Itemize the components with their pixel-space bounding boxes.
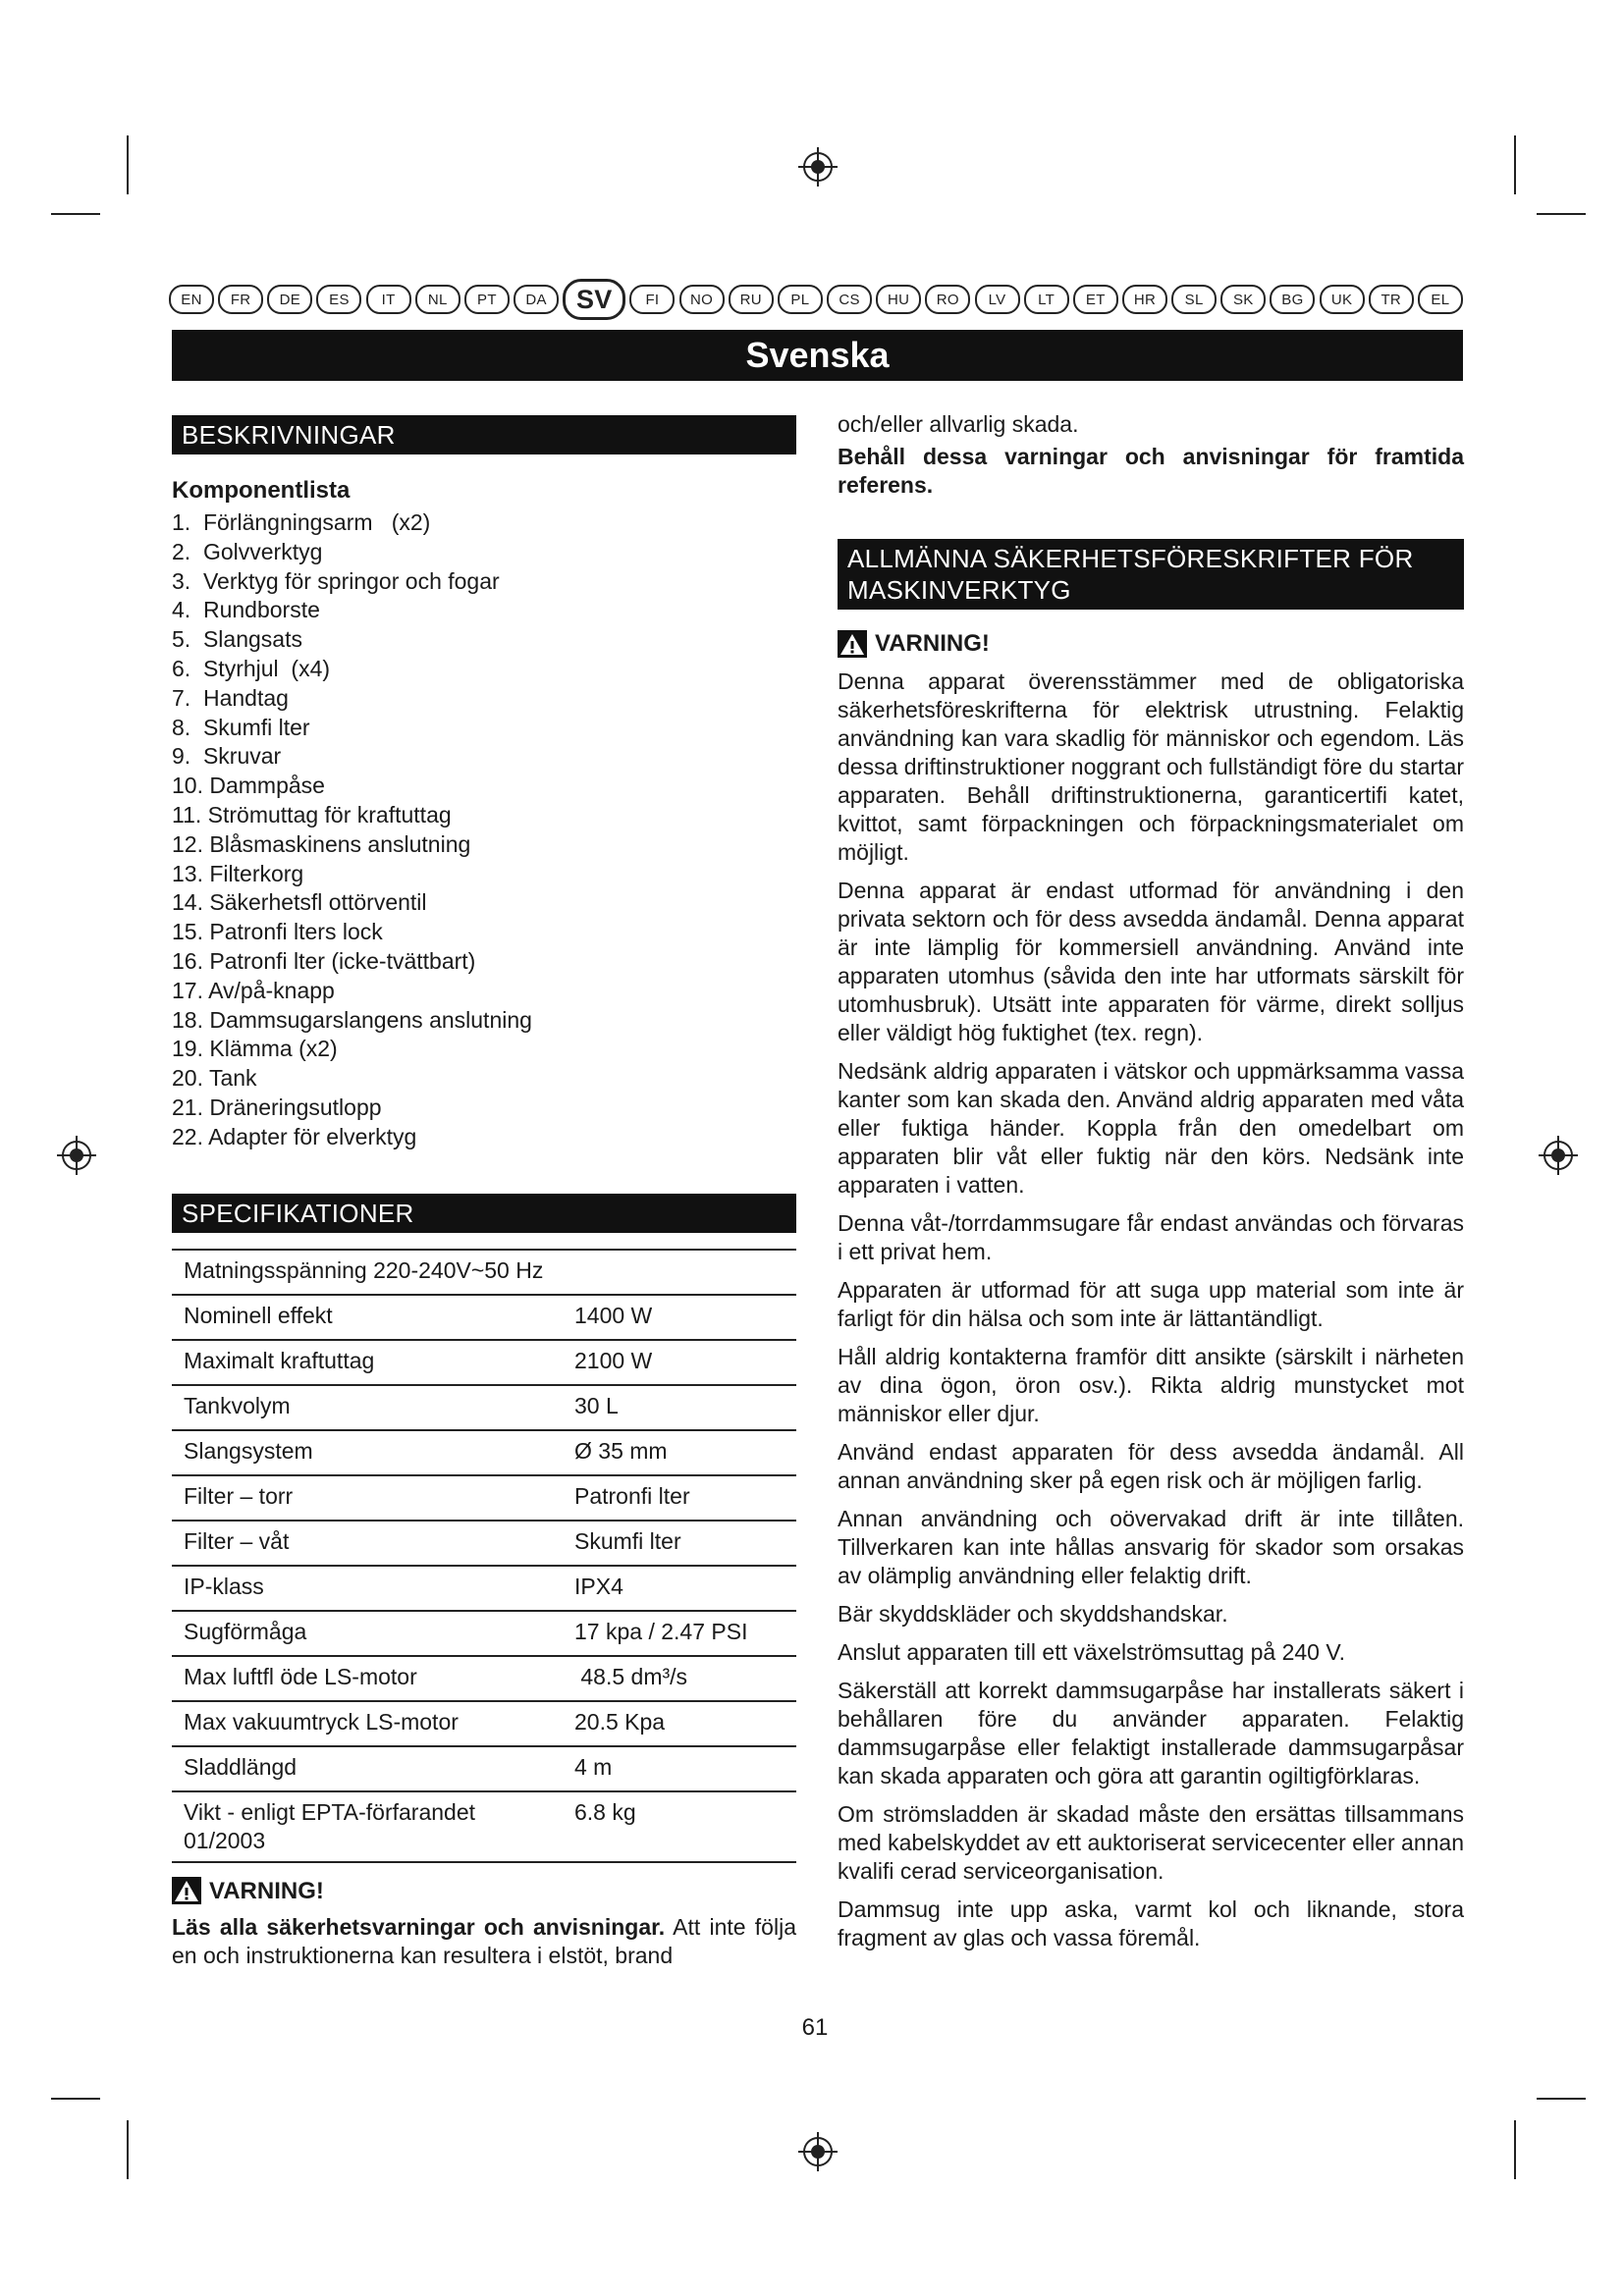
- safety-paragraph: Håll aldrig kontakterna framför ditt ansikte (särskilt i närheten av dina ögon, öron osv.). Rikta aldrig munstycket mot människor eller djur.: [838, 1344, 1464, 1426]
- list-item: 5. Slangsats: [172, 626, 302, 653]
- table-row: [172, 1475, 796, 1521]
- spec-label: Tankvolym: [172, 1385, 572, 1430]
- language-tab-es: ES: [316, 285, 361, 314]
- safety-paragraph: Anslut apparaten till ett växelströmsuttag på 240 V.: [838, 1639, 1345, 1665]
- spec-label: Maximalt kraftuttag: [172, 1340, 572, 1385]
- warning-bold-text: Läs alla säkerhetsvarningar och anvisningar.: [172, 1913, 666, 1940]
- crop-mark: [51, 2098, 100, 2100]
- warning-heading-right: [838, 629, 1464, 658]
- crop-mark: [1537, 2098, 1586, 2100]
- warning-paragraph: [172, 1913, 796, 1970]
- language-tab-sl: SL: [1171, 285, 1217, 314]
- spec-label: Sugförmåga: [172, 1611, 572, 1656]
- language-tab-el: EL: [1418, 285, 1463, 314]
- table-row: [172, 1340, 796, 1385]
- language-tab-pt: PT: [464, 285, 510, 314]
- spec-value: Patronfi lter: [572, 1475, 796, 1521]
- registration-mark-icon: [796, 145, 839, 188]
- page-number: 61: [801, 2014, 829, 2041]
- safety-paragraph: Annan användning och oövervakad drift är inte tillåten. Tillverkaren kan inte hållas ansvarig för skador som orsakas av olämplig användning eller felaktig drift.: [838, 1506, 1464, 1588]
- spec-value: 6.8 kg: [572, 1791, 796, 1862]
- language-tab-tr: TR: [1369, 285, 1414, 314]
- section-heading-beskrivningar: BESKRIVNINGAR: [172, 415, 796, 454]
- language-tab-de: DE: [267, 285, 312, 314]
- table-row: [172, 1701, 796, 1746]
- list-item: 21. Dräneringsutlopp: [172, 1094, 382, 1120]
- warning-triangle-icon: [838, 630, 867, 658]
- language-tabs: [169, 280, 1463, 319]
- spec-label: Sladdlängd: [172, 1746, 572, 1791]
- spec-value: 20.5 Kpa: [572, 1701, 796, 1746]
- left-column: [172, 415, 796, 1980]
- list-item: 16. Patronfi lter (icke-tvättbart): [172, 947, 476, 974]
- list-item: 7. Handtag: [172, 684, 289, 711]
- language-tab-hu: HU: [876, 285, 921, 314]
- specifications-table: [172, 1249, 796, 1863]
- spec-value: Skumfi lter: [572, 1521, 796, 1566]
- list-item: 12. Blåsmaskinens anslutning: [172, 830, 471, 857]
- list-item: 17. Av/på-knapp: [172, 977, 335, 1003]
- safety-paragraph: Säkerställ att korrekt dammsugarpåse har installerats säkert i behållaren före du använder apparaten. Felaktig dammsugarpåse eller felaktigt installerade dammsugarpåsar kan skada apparaten och göra att garantin ogiltigförklaras.: [838, 1678, 1464, 1789]
- safety-paragraphs: [838, 667, 1464, 1952]
- keep-instructions-text: Behåll dessa varningar och anvisningar för framtida referens.: [838, 444, 1464, 498]
- component-list: [172, 508, 796, 1152]
- spec-label: Filter – våt: [172, 1521, 572, 1566]
- page-title: Svenska: [172, 330, 1463, 381]
- spec-value: 1400 W: [572, 1295, 796, 1340]
- language-tab-hr: HR: [1122, 285, 1167, 314]
- table-row: [172, 1656, 796, 1701]
- spec-value: 17 kpa / 2.47 PSI: [572, 1611, 796, 1656]
- registration-mark-icon: [1537, 1134, 1580, 1177]
- list-item: 8. Skumfi lter: [172, 714, 310, 740]
- list-item: 3. Verktyg för springor och fogar: [172, 567, 500, 594]
- table-row: [172, 1295, 796, 1340]
- spec-first-row: Matningsspänning 220-240V~50 Hz: [172, 1250, 796, 1295]
- crop-mark: [1537, 213, 1586, 215]
- crop-mark: [1514, 135, 1516, 194]
- spec-value: 4 m: [572, 1746, 796, 1791]
- warning-label: VARNING!: [209, 1877, 324, 1904]
- list-item: 6. Styrhjul (x4): [172, 655, 331, 681]
- spec-value: 2100 W: [572, 1340, 796, 1385]
- safety-paragraph: Denna apparat är endast utformad för användning i den privata sektorn och för dess avsedda ändamål. Denna apparat är inte lämplig för kommersiell användning. Använd inte apparaten utomhus (såvida den inte har utformats särskilt för utomhusbruk). Utsätt inte apparaten för värme, direkt solljus eller väldigt hög fuktighet (tex. regn).: [838, 878, 1464, 1045]
- language-tab-lv: LV: [975, 285, 1020, 314]
- language-tab-en: EN: [169, 285, 214, 314]
- list-item: 9. Skruvar: [172, 743, 282, 770]
- language-tab-fr: FR: [218, 285, 263, 314]
- crop-mark: [127, 2120, 129, 2179]
- language-tab-lt: LT: [1024, 285, 1069, 314]
- safety-paragraph: Denna apparat överensstämmer med de obligatoriska säkerhetsföreskrifterna för elektrisk utrustning. Felaktig användning kan vara skadlig för människor och egendom. Läs dessa driftinstruktioner noggrant och fullständigt före du startar apparaten. Behåll driftinstruktionerna, garanticertifi katet, kvittot, samt förpackningen och förpackningsmaterialet om möjligt.: [838, 668, 1464, 865]
- language-tab-uk: UK: [1320, 285, 1365, 314]
- list-item: 10. Dammpåse: [172, 773, 325, 799]
- list-item: 18. Dammsugarslangens anslutning: [172, 1006, 532, 1033]
- spec-value: 48.5 dm³/s: [572, 1656, 796, 1701]
- safety-paragraph: Om strömsladden är skadad måste den ersättas tillsammans med kabelskyddet av ett auktoriserat servicecenter eller annan kvalifi cerad serviceorganisation.: [838, 1801, 1464, 1884]
- spec-label: Slangsystem: [172, 1430, 572, 1475]
- spec-label: Max vakuumtryck LS-motor: [172, 1701, 572, 1746]
- crop-mark: [127, 135, 129, 194]
- language-tab-sk: SK: [1220, 285, 1266, 314]
- spec-label: IP-klass: [172, 1566, 572, 1611]
- spec-label: Filter – torr: [172, 1475, 572, 1521]
- list-item: 20. Tank: [172, 1065, 257, 1092]
- table-row: [172, 1791, 796, 1862]
- spec-value: Ø 35 mm: [572, 1430, 796, 1475]
- spec-label: Vikt - enligt EPTA-förfarandet 01/2003: [172, 1791, 572, 1862]
- warning-label: VARNING!: [875, 630, 990, 657]
- warning-heading-left: [172, 1877, 796, 1905]
- list-item: 15. Patronfi lters lock: [172, 919, 383, 945]
- language-tab-et: ET: [1073, 285, 1118, 314]
- right-column: [838, 410, 1464, 1962]
- language-tab-fi: FI: [629, 285, 675, 314]
- table-row: [172, 1385, 796, 1430]
- safety-paragraph: Bär skyddskläder och skyddshandskar.: [838, 1601, 1228, 1627]
- language-tab-nl: NL: [415, 285, 460, 314]
- spec-label: Max luftfl öde LS-motor: [172, 1656, 572, 1701]
- table-row: [172, 1746, 796, 1791]
- registration-mark-icon: [796, 2130, 839, 2173]
- table-row: [172, 1521, 796, 1566]
- language-tab-cs: CS: [827, 285, 872, 314]
- spec-value: IPX4: [572, 1566, 796, 1611]
- crop-mark: [1514, 2120, 1516, 2179]
- section-heading-specifikationer: SPECIFIKATIONER: [172, 1194, 796, 1233]
- continuation-text: och/eller allvarlig skada.: [838, 411, 1079, 437]
- language-tab-sv: SV: [563, 279, 625, 320]
- list-item: 11. Strömuttag för kraftuttag: [172, 801, 452, 828]
- safety-paragraph: Dammsug inte upp aska, varmt kol och liknande, stora fragment av glas och vassa föremål.: [838, 1896, 1464, 1950]
- crop-mark: [51, 213, 100, 215]
- spec-value: 30 L: [572, 1385, 796, 1430]
- registration-mark-icon: [55, 1134, 98, 1177]
- table-row: [172, 1250, 796, 1295]
- language-tab-ro: RO: [925, 285, 970, 314]
- section-heading-allmanna: ALLMÄNNA SÄKERHETSFÖRESKRIFTER FÖR MASKINVERKTYG: [838, 539, 1464, 610]
- language-tab-no: NO: [679, 285, 725, 314]
- language-tab-da: DA: [514, 285, 559, 314]
- table-row: [172, 1611, 796, 1656]
- safety-paragraph: Denna våt-/torrdammsugare får endast användas och förvaras i ett privat hem.: [838, 1210, 1464, 1264]
- warning-text: Att inte följa en och instruktionerna kan resultera i elstöt, brand: [172, 1913, 796, 1968]
- language-tab-pl: PL: [778, 285, 823, 314]
- safety-paragraph: Använd endast apparaten för dess avsedda ändamål. All annan användning sker på egen risk och är möjligen farlig.: [838, 1439, 1464, 1493]
- language-tab-it: IT: [366, 285, 411, 314]
- list-item: 14. Säkerhetsfl ottörventil: [172, 889, 427, 916]
- safety-paragraph: Apparaten är utformad för att suga upp material som inte är farligt för din hälsa och som inte är lättantändligt.: [838, 1277, 1464, 1331]
- spec-label: Nominell effekt: [172, 1295, 572, 1340]
- list-item: 2. Golvverktyg: [172, 538, 323, 564]
- safety-paragraph: Nedsänk aldrig apparaten i vätskor och uppmärksamma vassa kanter som kan skada den. Använd aldrig apparaten med våta eller fuktiga händer. Koppla från den omedelbart om apparaten blir våt eller fuktig när den körs. Nedsänk inte apparaten i vatten.: [838, 1058, 1464, 1198]
- list-item: 4. Rundborste: [172, 597, 320, 623]
- warning-triangle-icon: [172, 1877, 201, 1904]
- table-row: [172, 1430, 796, 1475]
- list-item: 1. Förlängningsarm (x2): [172, 509, 431, 535]
- list-item: 22. Adapter för elverktyg: [172, 1123, 417, 1149]
- table-row: [172, 1566, 796, 1611]
- language-tab-bg: BG: [1270, 285, 1315, 314]
- komponentlista-heading: Komponentlista: [172, 477, 351, 504]
- language-tab-ru: RU: [729, 285, 774, 314]
- list-item: 13. Filterkorg: [172, 860, 304, 886]
- list-item: 19. Klämma (x2): [172, 1036, 338, 1062]
